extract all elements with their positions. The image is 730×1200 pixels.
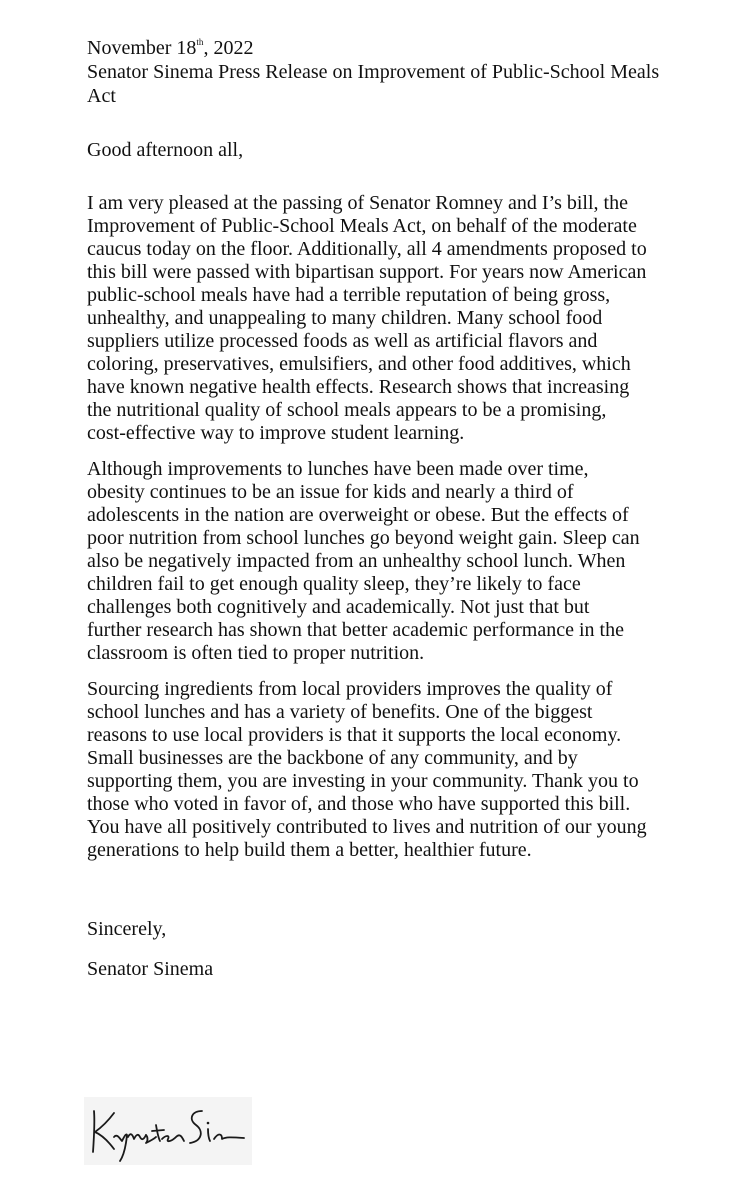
- date-day: November 18: [87, 37, 197, 59]
- date-year: , 2022: [203, 37, 254, 59]
- body-paragraph-2: Although improvements to lunches have been made over time, obesity continues to be an issue for kids and nearly a third of adolescents in the nation are overweight or obese. But the effects of poor nutrition from school lunches go beyond weight gain. Sleep can also be negatively impacted from an unhealthy school lunch. When children fail to get enough quality sleep, they’re likely to face challenges both cognitively and academically. Not just that but further research has shown that better academic performance in the classroom is often tied to proper nutrition.: [87, 458, 640, 664]
- letter-subject: Senator Sinema Press Release on Improvement of Public-School Meals Act: [87, 61, 660, 107]
- signer-name: Senator Sinema: [87, 958, 214, 980]
- letter-closing: Sincerely,: [87, 918, 167, 940]
- letter-greeting: Good afternoon all,: [87, 139, 244, 161]
- body-paragraph-1: I am very pleased at the passing of Senator Romney and I’s bill, the Improvement of Public-School Meals Act, on behalf of the moderate caucus today on the floor. Additionally, all 4 amendments proposed to this bill were passed with bipartisan support. For years now American public-school meals have had a terrible reputation of being gross, unhealthy, and unappealing to many children. Many school food suppliers utilize processed foods as well as artificial flavors and coloring, preservatives, emulsifiers, and other food additives, which have known negative health effects. Research shows that increasing the nutritional quality of school meals appears to be a promising, cost-effective way to improve student learning.: [87, 192, 647, 444]
- body-paragraph-3: Sourcing ingredients from local providers improves the quality of school lunches and has a variety of benefits. One of the biggest reasons to use local providers is that it supports the local economy. Small businesses are the backbone of any community, and by supporting them, you are investing in your community. Thank you to those who voted in favor of, and those who have supported this bill. You have all positively contributed to lives and nutrition of our young generations to help build them a better, healthier future.: [87, 678, 647, 861]
- date-ordinal-suffix: th: [196, 37, 204, 47]
- letter-date: [87, 36, 690, 60]
- signature-image: [84, 1097, 252, 1165]
- signature-drawing: [84, 1097, 252, 1165]
